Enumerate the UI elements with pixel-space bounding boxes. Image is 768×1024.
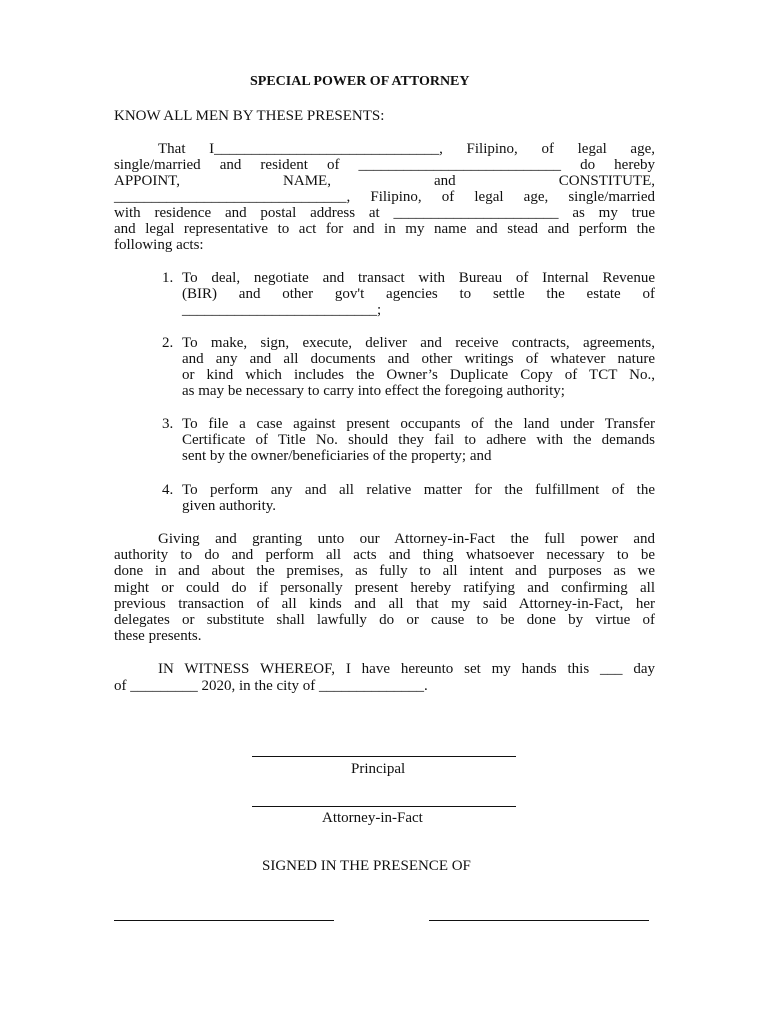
act-1-line-1: To deal, negotiate and transact with Bureau of Internal Revenue [182, 270, 655, 286]
intro-line-3: APPOINT, NAME, and CONSTITUTE, [114, 173, 655, 189]
act-1-number: 1. [162, 270, 174, 286]
witness-line-1: IN WITNESS WHEREOF, I have hereunto set my hands this ___ day [158, 661, 655, 677]
attorney-label: Attorney-in-Fact [322, 810, 423, 826]
principal-label: Principal [351, 761, 406, 777]
act-2-line-3: or kind which includes the Owner’s Duplicate Copy of TCT No., [182, 367, 655, 383]
signed-presence-heading: SIGNED IN THE PRESENCE OF [262, 858, 471, 874]
principal-signature-line [252, 756, 516, 757]
intro-line-1: That I______________________________, Filipino, of legal age, [158, 141, 655, 157]
act-1-line-3: __________________________; [182, 302, 382, 318]
granting-line-7: these presents. [114, 628, 202, 644]
act-3-line-3: sent by the owner/beneficiaries of the property; and [182, 448, 492, 464]
granting-line-2: authority to do and perform all acts and thing whatsoever necessary to be [114, 547, 655, 563]
granting-line-5: previous transaction of all kinds and all that my said Attorney-in-Fact, her [114, 596, 655, 612]
act-2-line-2: and any and all documents and other writings of whatever nature [182, 351, 655, 367]
intro-line-5: with residence and postal address at ______________________ as my true [114, 205, 655, 221]
witness-1-signature-line [114, 920, 334, 921]
witness-line-2: of _________ 2020, in the city of ______________. [114, 678, 428, 694]
intro-line-4: _______________________________, Filipino, of legal age, single/married [114, 189, 655, 205]
opening-line: KNOW ALL MEN BY THESE PRESENTS: [114, 108, 385, 124]
intro-line-2: single/married and resident of ___________________________ do hereby [114, 157, 655, 173]
attorney-signature-line [252, 806, 516, 807]
act-4-line-2: given authority. [182, 498, 277, 514]
act-3-line-1: To file a case against present occupants of the land under Transfer [182, 416, 655, 432]
act-2-line-4: as may be necessary to carry into effect the foregoing authority; [182, 383, 565, 399]
granting-line-1: Giving and granting unto our Attorney-in-Fact the full power and [158, 531, 655, 547]
intro-line-7: following acts: [114, 237, 204, 253]
intro-line-6: and legal representative to act for and in my name and stead and perform the [114, 221, 655, 237]
act-2-number: 2. [162, 335, 174, 351]
act-2-line-1: To make, sign, execute, deliver and receive contracts, agreements, [182, 335, 655, 351]
act-1-line-2: (BIR) and other gov't agencies to settle the estate of [182, 286, 655, 302]
witness-2-signature-line [429, 920, 649, 921]
document-title: SPECIAL POWER OF ATTORNEY [250, 74, 470, 89]
granting-line-3: done in and about the premises, as fully to all intent and purposes as we [114, 563, 655, 579]
granting-line-4: might or could do if personally present hereby ratifying and confirming all [114, 580, 655, 596]
act-3-line-2: Certificate of Title No. should they fail to adhere with the demands [182, 432, 655, 448]
act-3-number: 3. [162, 416, 174, 432]
granting-line-6: delegates or substitute shall lawfully do or cause to be done by virtue of [114, 612, 655, 628]
act-4-line-1: To perform any and all relative matter for the fulfillment of the [182, 482, 655, 498]
act-4-number: 4. [162, 482, 174, 498]
